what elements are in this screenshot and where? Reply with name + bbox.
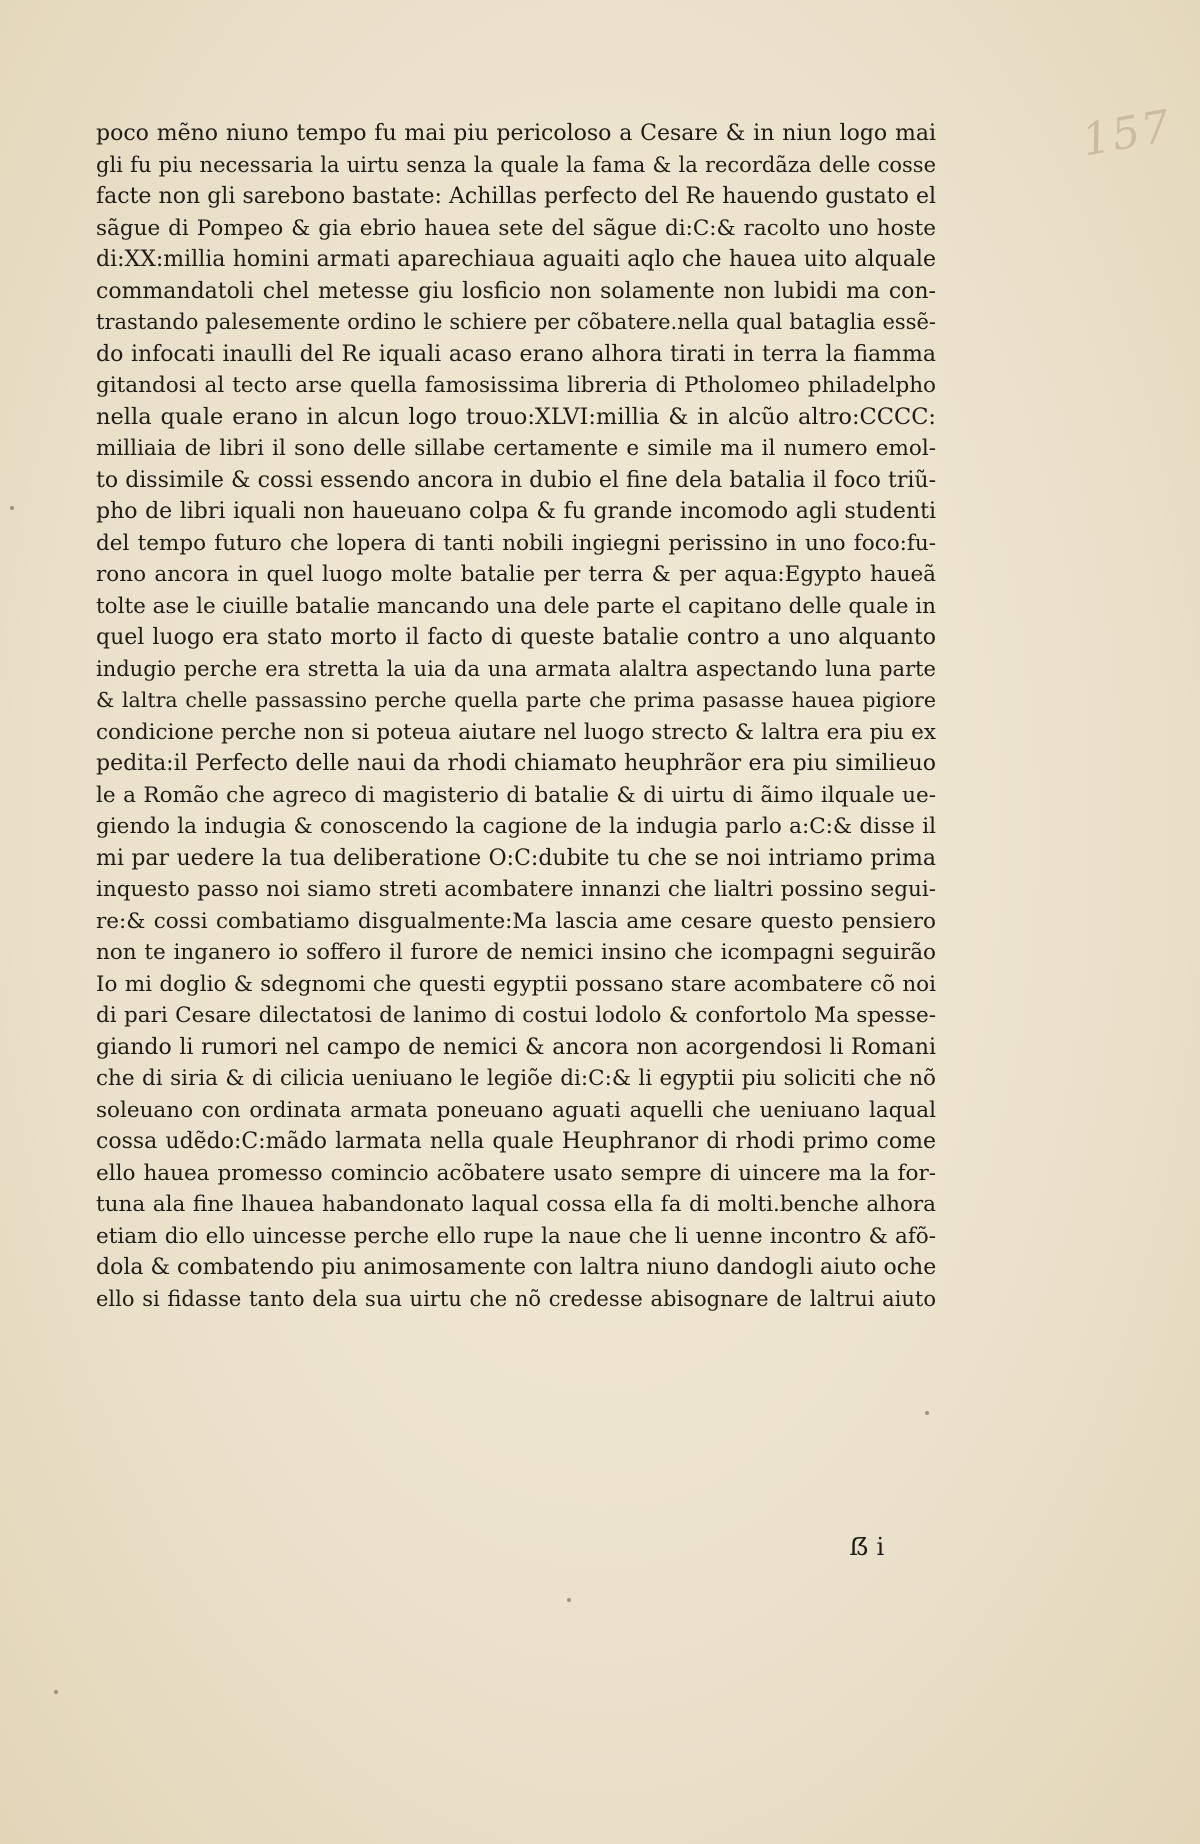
text-line: indugio perche era stretta la uia da una armata alaltra aspectando luna parte	[96, 656, 936, 681]
text-line: le a Romão che agreco di magisterio di batalie & di uirtu di ãimo ilquale ue-	[96, 782, 936, 808]
text-line: inquesto passo noi siamo streti acombatere innanzi che lialtri possino segui-	[96, 877, 936, 902]
paper-speck	[567, 1598, 571, 1602]
text-line: cossa udẽdo:C:mãdo larmata nella quale Heuphranor di rhodi primo come	[96, 1129, 936, 1154]
text-line: di:XX:millia homini armati aparechiaua aguaiti aqlo che hauea uito alquale	[96, 247, 936, 272]
text-line: tuna ala fine lhauea habandonato laqual cossa ella fa di molti.benche alhora	[96, 1192, 936, 1217]
text-line: non te inganero io soffero il furore de nemici insino che icompagni seguirão	[96, 940, 936, 965]
text-line: quel luogo era stato morto il facto di queste batalie contro a uno alquanto	[96, 625, 936, 650]
text-line: di pari Cesare dilectatosi de lanimo di costui lodolo & confortolo Ma spesse-	[96, 1003, 936, 1028]
text-line: facte non gli sarebono bastate: Achillas perfecto del Re hauendo gustato el	[96, 184, 936, 209]
text-line: pedita:il Perfecto delle naui da rhodi chiamato heuphrãor era piu similieuo	[96, 751, 936, 776]
text-line: milliaia de libri il sono delle sillabe certamente e simile ma il numero emol-	[96, 436, 936, 461]
text-line: etiam dio ello uincesse perche ello rupe la naue che li uenne incontro & afõ-	[96, 1223, 936, 1249]
text-line: gli fu piu necessaria la uirtu senza la quale la fama & la recordãza delle cosse	[96, 152, 936, 177]
text-line: nella quale erano in alcun logo trouo:XLVI:millia & in alcũo altro:CCCC:	[96, 403, 936, 430]
paper-speck	[10, 506, 14, 510]
text-line: & laltra chelle passassino perche quella parte che prima pasasse hauea pigiore	[96, 688, 936, 712]
text-line: che di siria & di cilicia ueniuano le legiõe di:C:& li egyptii piu soliciti che nõ	[96, 1066, 936, 1091]
text-line: dola & combatendo piu animosamente con laltra niuno dandogli aiuto oche	[96, 1255, 936, 1280]
text-line: condicione perche non si poteua aiutare nel luogo strecto & laltra era piu ex	[96, 719, 936, 745]
text-line: mi par uedere la tua deliberatione O:C:dubite tu che se noi intriamo prima	[96, 845, 936, 871]
text-line: soleuano con ordinata armata poneuano aguati aquelli che ueniuano laqual	[96, 1097, 936, 1123]
text-line: re:& cossi combatiamo disgualmente:Ma lascia ame cesare questo pensiero	[96, 908, 936, 934]
paper-speck	[54, 1690, 58, 1694]
text-line: giando li rumori nel campo de nemici & ancora non acorgendosi li Romani	[96, 1034, 936, 1060]
text-line: Io mi doglio & sdegnomi che questi egyptii possano stare acombatere cõ noi	[96, 971, 936, 997]
text-line: tolte ase le ciuille batalie mancando una dele parte el capitano delle quale in	[96, 593, 936, 619]
text-line: sãgue di Pompeo & gia ebrio hauea sete del sãgue di:C:& racolto uno hoste	[96, 215, 936, 241]
text-line: del tempo futuro che lopera di tanti nobili ingiegni perissino in uno foco:fu-	[96, 530, 936, 556]
text-block	[96, 118, 936, 1315]
text-line: gitandosi al tecto arse quella famosissima libreria di Ptholomeo philadelpho	[96, 373, 936, 398]
text-line: pho de libri iquali non haueuano colpa & fu grande incomodo agli studenti	[96, 499, 936, 524]
text-line: do infocati inaulli del Re iquali acaso erano alhora tirati in terra la fiamma	[96, 341, 936, 367]
text-line: to dissimile & cossi essendo ancora in dubio el fine dela batalia il foco triũ-	[96, 467, 936, 493]
text-line: poco mẽno niuno tempo fu mai piu pericoloso a Cesare & in niun logo mai	[96, 121, 936, 146]
signature-mark: ẞ i	[849, 1533, 885, 1561]
text-line: ello hauea promesso comincio acõbatere usato sempre di uincere ma la for-	[96, 1160, 936, 1186]
text-line: rono ancora in quel luogo molte batalie per terra & per aqua:Egypto haueã	[96, 562, 936, 587]
text-line: giendo la indugia & conoscendo la cagione de la indugia parlo a:C:& disse il	[96, 814, 936, 839]
paper-speck	[925, 1411, 929, 1415]
text-line: trastando palesemente ordino le schiere per cõbatere.nella qual bataglia essẽ-	[96, 310, 936, 334]
text-line: ello si fidasse tanto dela sua uirtu che nõ credesse abisognare de laltrui aiuto	[96, 1286, 936, 1311]
text-line: commandatoli chel metesse giu losficio non solamente non lubidi ma con-	[96, 278, 936, 304]
folio-number: 157	[1078, 100, 1176, 167]
